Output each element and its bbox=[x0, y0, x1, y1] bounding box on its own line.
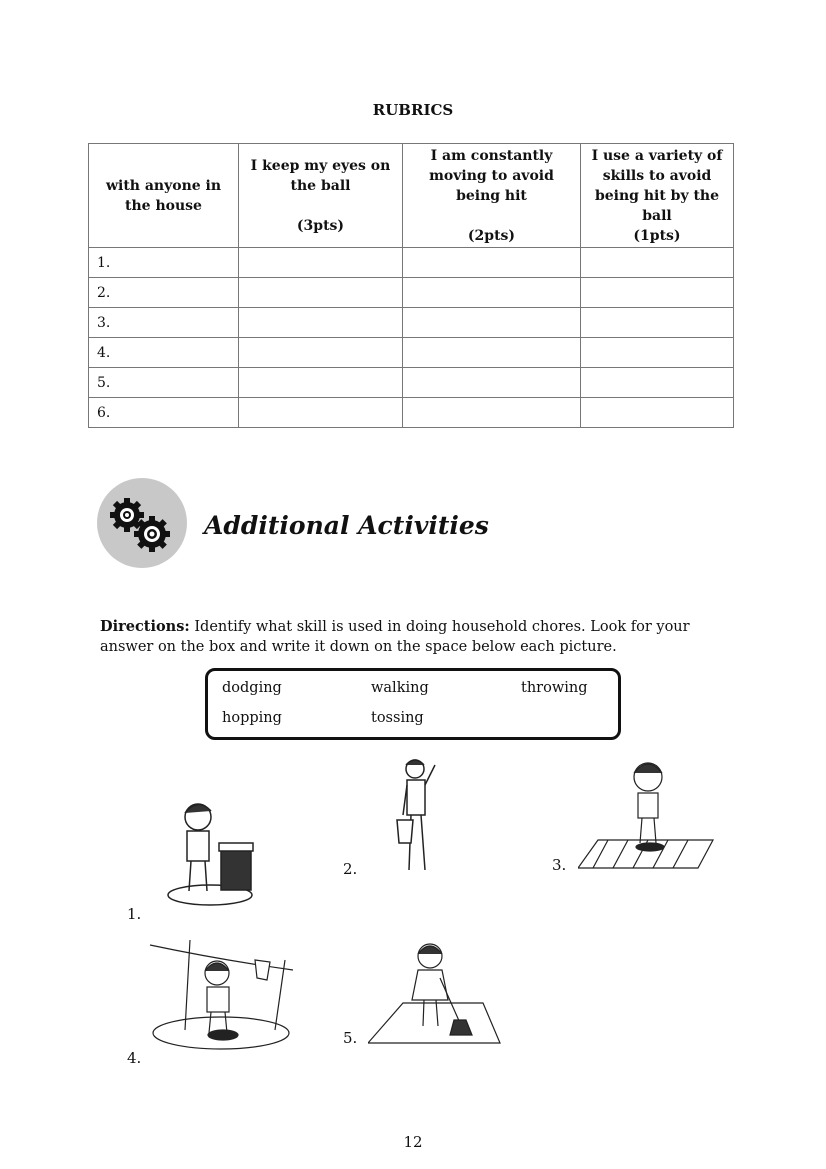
cell bbox=[581, 248, 734, 278]
table-row bbox=[89, 308, 734, 338]
row-number: 4. bbox=[89, 338, 239, 368]
picture-label: 2. bbox=[343, 860, 358, 878]
header-cell bbox=[581, 144, 734, 248]
directions-text: Identify what skill is used in doing household chores. Look for your answer on the box and write it down on the space below each picture. bbox=[100, 619, 690, 655]
header-text: I use a variety of skills to avoid being hit by the ball bbox=[591, 147, 723, 224]
row-number: 2. bbox=[89, 278, 239, 308]
word-box bbox=[205, 668, 621, 740]
section-title: Additional Activities bbox=[204, 511, 489, 540]
header-points: (1pts) bbox=[633, 227, 681, 244]
header-text: with anyone in the house bbox=[105, 177, 222, 214]
cell bbox=[581, 338, 734, 368]
boy-trash-bin-illustration bbox=[165, 795, 260, 910]
picture-label: 3. bbox=[552, 856, 567, 874]
cell bbox=[239, 368, 403, 398]
cell bbox=[239, 278, 403, 308]
table-row bbox=[89, 248, 734, 278]
picture-label: 4. bbox=[127, 1049, 142, 1067]
table-row bbox=[89, 368, 734, 398]
girl-clothesline-illustration bbox=[145, 935, 297, 1053]
cell bbox=[581, 368, 734, 398]
boy-floor-illustration bbox=[578, 755, 718, 873]
gears-icon bbox=[96, 477, 188, 569]
header-cell bbox=[239, 144, 403, 248]
cell bbox=[239, 338, 403, 368]
header-points: (3pts) bbox=[296, 217, 345, 234]
cell bbox=[403, 368, 581, 398]
word-option: hopping bbox=[222, 710, 282, 726]
word-option: throwing bbox=[521, 680, 588, 696]
cell bbox=[581, 278, 734, 308]
picture-label: 5. bbox=[343, 1029, 358, 1047]
table-row bbox=[89, 338, 734, 368]
row-number: 6. bbox=[89, 398, 239, 428]
man-bucket-illustration bbox=[393, 755, 443, 877]
table-header-row bbox=[89, 144, 734, 248]
header-text: I keep my eyes on the ball bbox=[250, 157, 391, 194]
rubrics-title: RUBRICS bbox=[372, 101, 454, 119]
picture-label: 1. bbox=[127, 905, 142, 923]
page-number: 12 bbox=[403, 1133, 423, 1151]
table-row bbox=[89, 278, 734, 308]
word-option: dodging bbox=[222, 680, 282, 696]
cell bbox=[239, 308, 403, 338]
cell bbox=[403, 338, 581, 368]
row-number: 5. bbox=[89, 368, 239, 398]
rubrics-table bbox=[88, 143, 734, 428]
cell bbox=[239, 398, 403, 428]
cell bbox=[403, 248, 581, 278]
cell bbox=[581, 398, 734, 428]
header-points: (2pts) bbox=[467, 227, 516, 244]
cell bbox=[403, 278, 581, 308]
cell bbox=[239, 248, 403, 278]
header-text: I am constantly moving to avoid being hit bbox=[429, 147, 554, 204]
row-number: 3. bbox=[89, 308, 239, 338]
cell bbox=[403, 308, 581, 338]
row-number: 1. bbox=[89, 248, 239, 278]
header-cell bbox=[403, 144, 581, 248]
cell bbox=[581, 308, 734, 338]
table-row bbox=[89, 398, 734, 428]
directions-label: Directions: bbox=[100, 618, 190, 635]
word-option: walking bbox=[371, 680, 429, 696]
header-cell bbox=[89, 144, 239, 248]
directions bbox=[100, 617, 740, 657]
word-option: tossing bbox=[371, 710, 424, 726]
cell bbox=[403, 398, 581, 428]
girl-sweeping-illustration bbox=[368, 938, 502, 1046]
